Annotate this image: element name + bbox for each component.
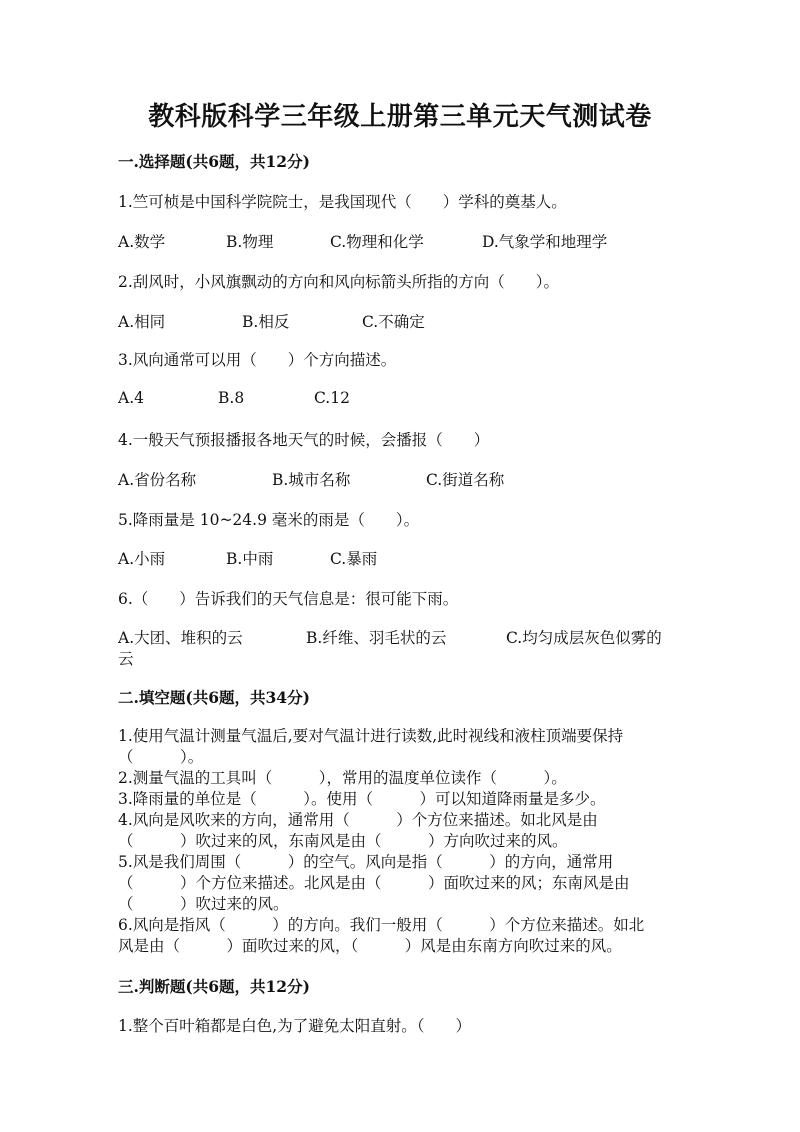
question-option: A.4	[118, 389, 144, 407]
question-option: B.相反	[242, 313, 290, 331]
question-option: C.物理和化学	[330, 233, 424, 251]
page-title: 教科版科学三年级上册第三单元天气测试卷	[148, 102, 652, 132]
question-option: C.暴雨	[330, 550, 378, 568]
fill-line: 2.测量气温的工具叫（ ），常用的温度单位读作（ ）。	[118, 769, 567, 787]
question-option-continuation: 云	[118, 650, 134, 668]
question-stem: 6.（ ）告诉我们的天气信息是：很可能下雨。	[118, 590, 459, 608]
fill-line: （ ）吹过来的风，东南风是由（ ）方向吹过来的风。	[118, 832, 568, 850]
section-heading-judge: 三.判断题(共6题，共12分)	[118, 977, 310, 996]
fill-line: 5.风是我们周围（ ）的空气。风向是指（ ）的方向，通常用	[118, 853, 614, 871]
question-option: C.均匀成层灰色似雾的	[506, 629, 662, 647]
fill-line: 3.降雨量的单位是（ ）。使用（ ）可以知道降雨量是多少。	[118, 790, 606, 808]
question-stem: 2.刮风时，小风旗飘动的方向和风向标箭头所指的方向（ ）。	[118, 273, 560, 291]
question-option: A.数学	[118, 233, 166, 251]
fill-line: （ ）吹过来的风。	[118, 895, 289, 913]
section-heading-choice: 一.选择题(共6题，共12分)	[118, 152, 310, 171]
question-stem: 3.风向通常可以用（ ）个方向描述。	[118, 351, 397, 369]
question-option: D.气象学和地理学	[482, 233, 608, 251]
question-option: B.纤维、羽毛状的云	[306, 629, 447, 647]
question-option: B.8	[218, 389, 245, 407]
question-stem: 5.降雨量是 10~24.9 毫米的雨是（ ）。	[118, 511, 420, 529]
question-option: A.省份名称	[118, 471, 197, 489]
question-option: C.街道名称	[426, 471, 505, 489]
section-heading-fill: 二.填空题(共6题，共34分)	[118, 688, 310, 707]
question-option: B.中雨	[226, 550, 274, 568]
fill-line: （ ）。	[118, 748, 204, 766]
fill-line: （ ）个方位来描述。北风是由（ ）面吹过来的风；东南风是由	[118, 874, 630, 892]
fill-line: 4.风向是风吹来的方向，通常用（ ）个方位来描述。如北风是由	[118, 811, 598, 829]
question-option: A.小雨	[118, 550, 166, 568]
question-stem: 1.整个百叶箱都是白色,为了避免太阳直射。（ ）	[118, 1017, 471, 1035]
question-stem: 4.一般天气预报播报各地天气的时候，会播报（ ）	[118, 431, 490, 449]
question-option: C.不确定	[362, 313, 425, 331]
question-stem: 1.竺可桢是中国科学院院士，是我国现代（ ）学科的奠基人。	[118, 193, 567, 211]
question-option: B.城市名称	[272, 471, 351, 489]
fill-line: 1.使用气温计测量气温后,要对气温计进行读数,此时视线和液柱顶端要保持	[118, 727, 624, 745]
fill-line: 6.风向是指风（ ）的方向。我们一般用（ ）个方位来描述。如北	[118, 916, 645, 934]
question-option: B.物理	[226, 233, 274, 251]
question-option: A.相同	[118, 313, 166, 331]
question-option: C.12	[314, 389, 350, 407]
question-option: A.大团、堆积的云	[118, 629, 243, 647]
fill-line: 风是由（ ）面吹过来的风，（ ）风是由东南方向吹过来的风。	[118, 937, 622, 955]
